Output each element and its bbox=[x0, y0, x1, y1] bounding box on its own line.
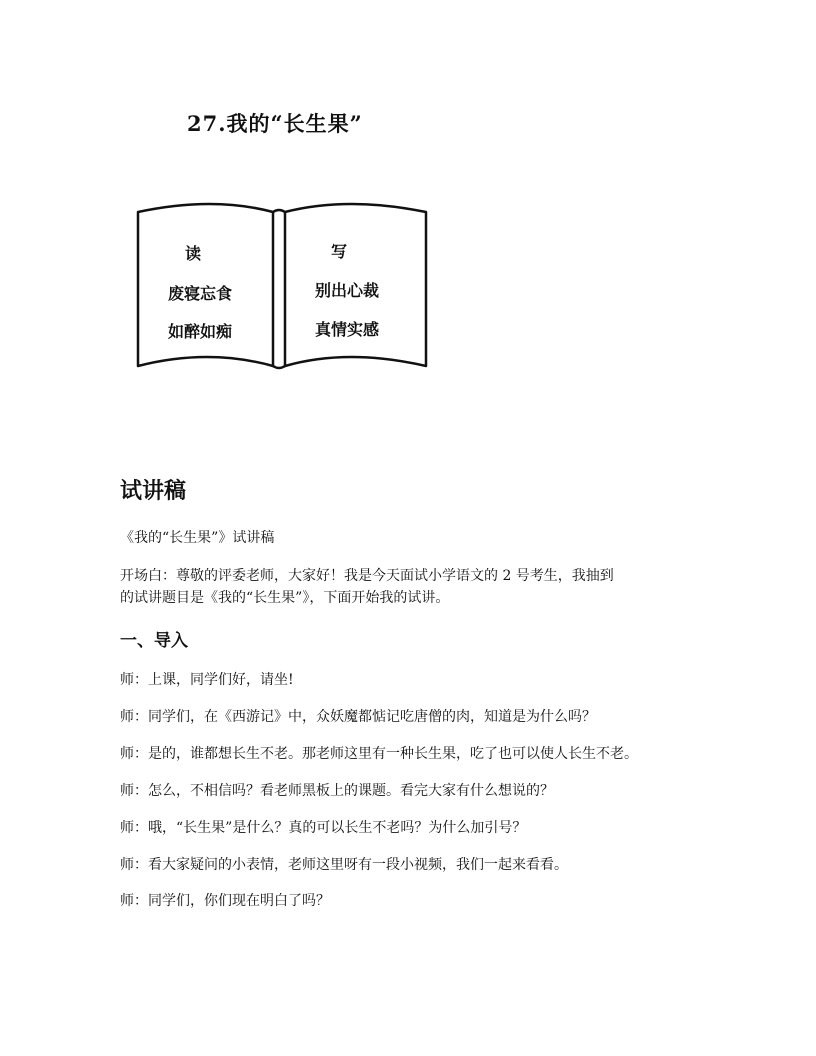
right-page-line-2: 别出心裁 bbox=[315, 281, 380, 300]
dialogue-line: 师：上课，同学们好，请坐! bbox=[120, 672, 294, 688]
right-page-line-3: 真情实感 bbox=[315, 320, 380, 339]
doc-subtitle: 《我的“长生果”》试讲稿 bbox=[120, 530, 275, 546]
dialogue-line: 师：同学们，你们现在明白了吗？ bbox=[120, 893, 330, 909]
left-page-line-3: 如醉如痴 bbox=[168, 322, 233, 341]
open-book-illustration bbox=[133, 198, 433, 373]
left-page-line-2: 废寝忘食 bbox=[168, 284, 233, 303]
left-page-line-1: 读 bbox=[185, 244, 202, 263]
right-page-line-1: 写 bbox=[331, 242, 348, 261]
dialogue-line: 师：哦，“长生果”是什么？真的可以长生不老吗？为什么加引号？ bbox=[120, 820, 527, 836]
dialogue-line: 师：怎么，不相信吗？看老师黑板上的课题。看完大家有什么想说的？ bbox=[120, 783, 554, 799]
part1-heading: 一、导入 bbox=[120, 631, 188, 651]
opening-line-1: 开场白：尊敬的评委老师，大家好！我是今天面试小学语文的 2 号考生，我抽到 bbox=[120, 568, 614, 584]
section-heading: 试讲稿 bbox=[120, 479, 187, 504]
opening-line-2: 的试讲题目是《我的“长生果”》，下面开始我的试讲。 bbox=[120, 590, 450, 606]
dialogue-line: 师：是的，谁都想长生不老。那老师这里有一种长生果，吃了也可以使人长生不老。 bbox=[120, 746, 638, 762]
lesson-title: 27.我的“长生果” bbox=[187, 111, 363, 136]
dialogue-line: 师：看大家疑问的小表情，老师这里呀有一段小视频，我们一起来看看。 bbox=[120, 857, 568, 873]
dialogue-line: 师：同学们，在《西游记》中，众妖魔都惦记吃唐僧的肉，知道是为什么吗？ bbox=[120, 709, 596, 725]
